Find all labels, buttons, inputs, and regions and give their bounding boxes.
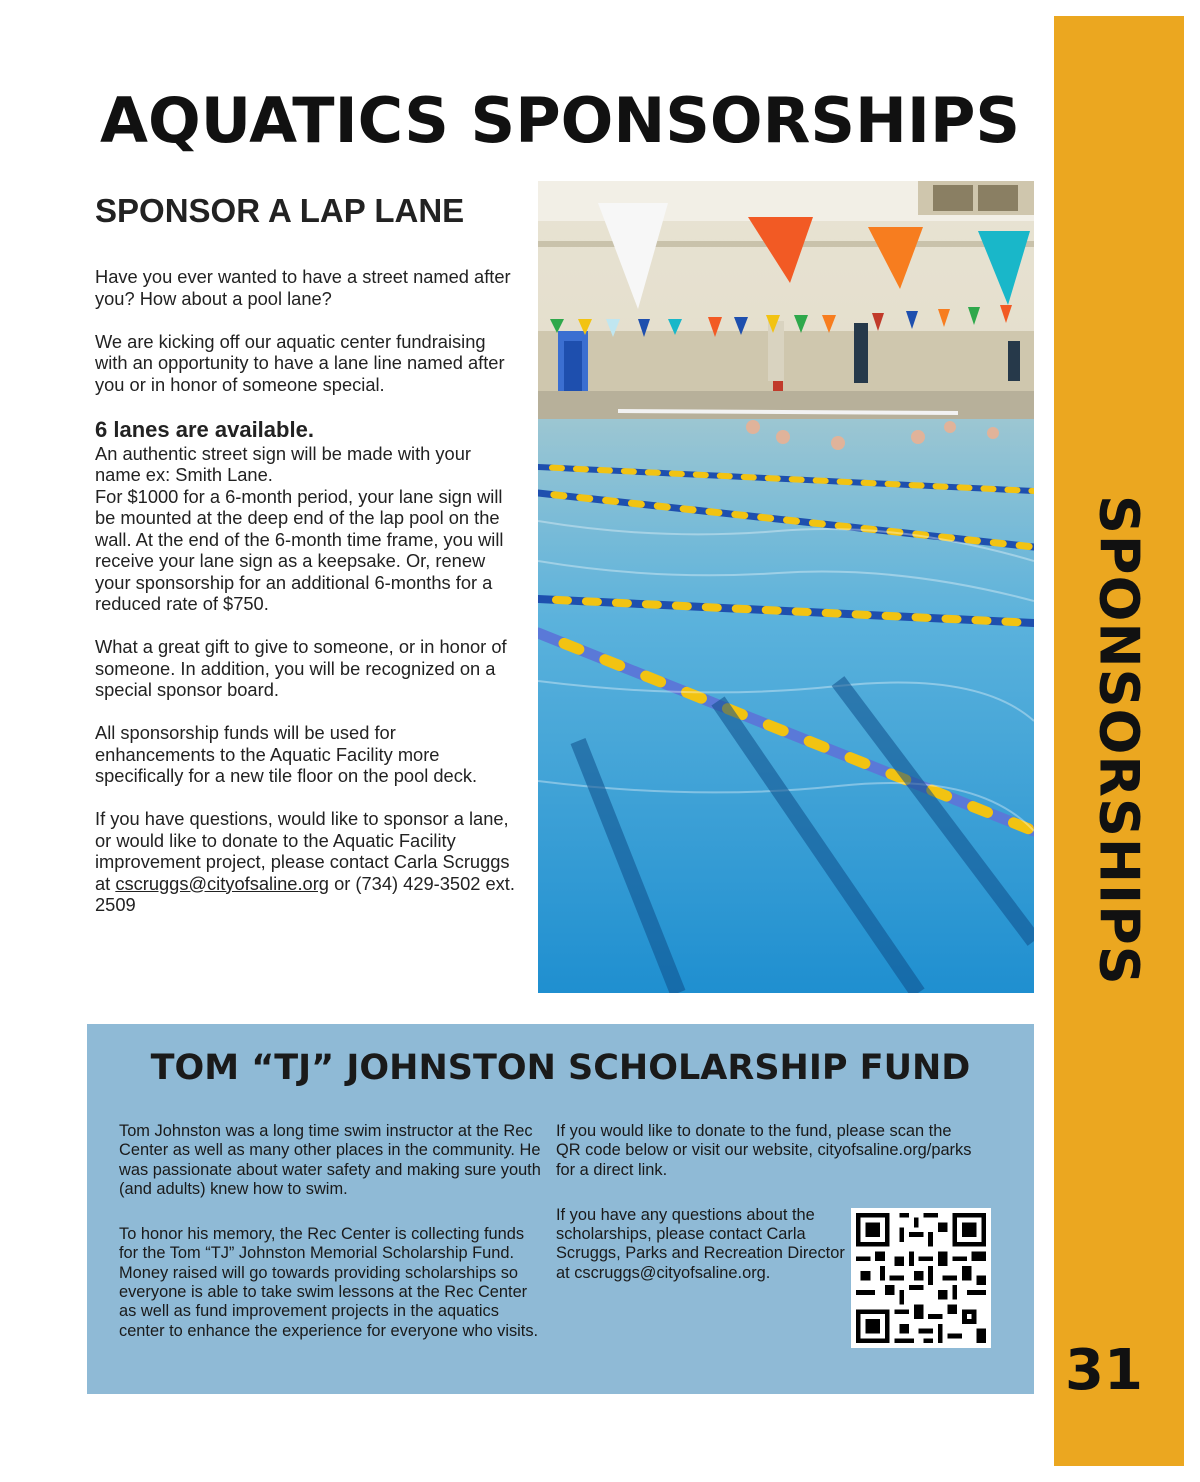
lanes-available-heading: 6 lanes are available. xyxy=(95,416,314,442)
lap-lane-heading: SPONSOR A LAP LANE xyxy=(95,192,465,229)
funds-paragraph: All sponsorship funds will be used for enhancements to the Aquatic Facility more specifically for a new tile floor on the pool deck. xyxy=(95,722,478,786)
scholarship-panel xyxy=(87,1024,1034,1394)
intro-paragraph: Have you ever wanted to have a street named after you? How about a pool lane? xyxy=(95,266,511,309)
kickoff-paragraph: We are kicking off our aquatic center fundraising with an opportunity to have a lane line named after you or in honor of someone special. xyxy=(95,330,505,395)
gift-paragraph: What a great gift to give to someone, or in honor of someone. In addition, you will be recognized on a special sponsor board. xyxy=(95,636,507,700)
page-number: 31 xyxy=(1065,1338,1143,1403)
contact-email-link[interactable]: cscruggs@cityofsaline.org xyxy=(115,872,329,894)
lap-lane-body xyxy=(95,266,515,937)
scholarship-right-column xyxy=(556,1122,972,1309)
page-title: AQUATICS SPONSORSHIPS xyxy=(100,84,1021,157)
scholarship-paragraph-3: If you would like to donate to the fund, please scan the QR code below or visit our website, cityofsaline.org/parks for a direct link. xyxy=(556,1122,972,1179)
pricing-paragraph: For $1000 for a 6-month period, your lane sign will be mounted at the deep end of the lap pool on the wall. At the end of the 6-month time frame, you will receive your lane sign as a keepsake. Or, renew your sponsorship for an additional 6-months for a reduced rate of $750. xyxy=(95,485,504,614)
contact-paragraph: If you have questions, would like to sponsor a lane, or would like to donate to the Aquatic Facility improvement project, please contact Carla Scruggs at cscruggs@cityofsaline.org or (734) 429-3502 ext. 2509 xyxy=(95,808,515,915)
qr-code-icon[interactable] xyxy=(851,1208,991,1348)
scholarship-left-column xyxy=(119,1122,544,1367)
pool-photo xyxy=(538,181,1034,993)
scholarship-title: TOM “TJ” JOHNSTON SCHOLARSHIP FUND xyxy=(150,1048,971,1088)
scholarship-paragraph-1: Tom Johnston was a long time swim instructor at the Rec Center as well as many other places in the community. He was passionate about water safety and making sure youth (and adults) knew how to swim. xyxy=(119,1122,541,1198)
street-sign-paragraph: An authentic street sign will be made with your name ex: Smith Lane. xyxy=(95,442,471,485)
sidebar-label: SPONSORSHIPS xyxy=(1087,494,1151,986)
scholarship-paragraph-2: To honor his memory, the Rec Center is collecting funds for the Tom “TJ” Johnston Memorial Scholarship Fund. Money raised will go towards providing scholarships so everyone is able to take swim lessons at the Rec Center as well as fund improvement projects in the aquatics center to enhance the experience for everyone who visits. xyxy=(119,1225,539,1340)
scholarship-paragraph-4: If you have any questions about the scholarships, please contact Carla Scruggs, Parks and Recreation Director at cscruggs@cityofsaline.org. xyxy=(556,1205,845,1282)
